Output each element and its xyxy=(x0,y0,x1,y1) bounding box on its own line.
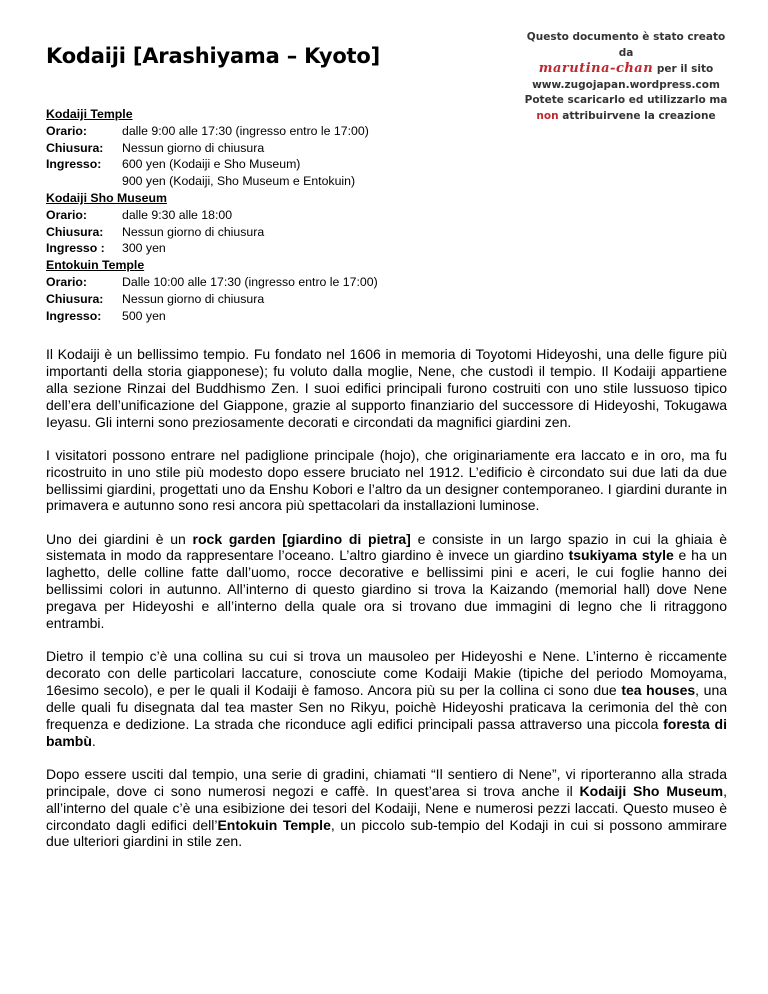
section-heading: Entokuin Temple xyxy=(46,258,145,273)
info-label: Ingresso : xyxy=(46,241,105,256)
paragraph xyxy=(46,346,727,431)
paragraph xyxy=(46,531,727,632)
info-row xyxy=(46,140,378,157)
paragraph xyxy=(46,766,727,851)
info-row xyxy=(46,173,378,190)
text: Dietro il tempio c’è una collina su cui si trova un mausoleo per Hideyoshi e Nene. L’interno è riccamente decorato con delle particolari laccature, conosciute come Kodaiji Makie (tipiche del periodo Momoyama, 16esimo secolo), e per le quali il Kodaiji è famoso. Ancora più su per la collina ci sono due xyxy=(46,648,727,698)
info-label: Orario: xyxy=(46,123,87,138)
bold-text: rock garden [giardino di pietra] xyxy=(192,530,411,547)
info-row xyxy=(46,207,378,224)
paragraph xyxy=(46,447,727,515)
credit-highlight: non xyxy=(536,109,559,122)
brand-logo-text: marutina-chan xyxy=(538,61,654,76)
bold-text: tsukiyama style xyxy=(568,547,674,564)
credit-text: attribuirvene la creazione xyxy=(558,109,716,122)
page-title: Kodaiji [Arashiyama – Kyoto] xyxy=(46,44,381,68)
info-value: Nessun giorno di chiusura xyxy=(122,140,265,155)
credit-line xyxy=(520,61,732,78)
info-value: Dalle 10:00 alle 17:30 (ingresso entro le 17:00) xyxy=(122,274,378,289)
bold-text: Kodaiji Sho Museum xyxy=(579,782,724,799)
credit-line xyxy=(520,109,732,125)
info-label: Chiusura: xyxy=(46,291,104,306)
info-label: Ingresso: xyxy=(46,308,102,323)
text: I visitatori possono entrare nel padiglione principale (hojo), che originariamente era laccato e in oro, ma fu ricostruito in uno stile più modesto dopo essere bruciato nel 1912. L’edificio è circondato sui due lati da due bellissimi giardini, progettati uno da Enshu Kobori e l’altro da un designer contemporaneo. I giardini durante in primavera e autunno sono resi ancora più spettacolari da installazioni luminose. xyxy=(46,446,727,514)
credit-line: Potete scaricarlo ed utilizzarlo ma xyxy=(524,94,728,106)
description-body xyxy=(46,346,727,867)
info-value: dalle 9:00 alle 17:30 (ingresso entro le 17:00) xyxy=(122,123,369,138)
info-value: dalle 9:30 alle 18:00 xyxy=(122,207,233,222)
info-row xyxy=(46,308,378,325)
info-label: Ingresso: xyxy=(46,157,102,172)
info-row xyxy=(46,156,378,173)
info-label xyxy=(46,173,122,190)
info-value: 900 yen (Kodaiji, Sho Museum e Entokuin) xyxy=(122,174,356,189)
credit-text: per il sito xyxy=(653,63,714,75)
text: . xyxy=(91,732,96,749)
credit-site: www.zugojapan.wordpress.com xyxy=(532,78,720,91)
text: Il Kodaiji è un bellissimo tempio. Fu fondato nel 1606 in memoria di Toyotomi Hideyoshi, una delle figure più importanti della storia giapponese); fu voluto dalla moglie, Nene, che custodì il tempio. Il Kodaiji appartiene alla sezione Rinzai del Buddhismo Zen. I suoi edifici principali furono costruiti con uno stile lussuoso tipico dell’era dell’unificazione del Giappone, grazie al supporto finanziario del successore di Hideyoshi, Tokugawa Ieyasu. Gli interni sono preziosamente decorati e circondati da magnifici giardini zen. xyxy=(46,346,727,430)
info-label: Orario: xyxy=(46,274,87,289)
info-row xyxy=(46,274,378,291)
info-value: 500 yen xyxy=(122,308,166,323)
info-label: Chiusura: xyxy=(46,224,104,239)
bold-text: Entokuin Temple xyxy=(217,816,331,833)
info-value: 600 yen (Kodaiji e Sho Museum) xyxy=(122,157,301,172)
info-value: 300 yen xyxy=(122,241,166,256)
info-label: Orario: xyxy=(46,207,87,222)
text: e consiste in un largo spazio in cui la ghiaia è sistemata in modo da rappresentare l’oceano. L’altro giardino è invece un giardino xyxy=(46,530,728,564)
credit-line: Questo documento è stato creato da xyxy=(526,31,726,59)
text: Uno dei giardini è un xyxy=(46,530,193,547)
info-label: Chiusura: xyxy=(46,140,104,155)
text: e ha un laghetto, delle colline fatte dall’uomo, rocce decorative e bellissimi pini e aceri, le cui foglie hanno dei bellissimi colori in autunno. All’interno di questo giardino si trova la Kaizando (memorial hall) dove Nene pregava per Hideyoshi e all’interno della quale ora si trovano due immagini di legno che li ritraggono entrambi. xyxy=(46,547,727,632)
info-row xyxy=(46,240,378,257)
author-credit xyxy=(520,30,732,124)
text: , all’interno del quale c’è una esibizione dei tesori del Kodaiji, Nene e numerosi pezzi laccati. Questo museo è circondato dagli edifici dell’ xyxy=(46,782,727,833)
text: , un piccolo sub-tempio del Kodaji in cui si possono ammirare due ulteriori giardini in stile zen. xyxy=(46,816,727,850)
text: , una delle quali fu disegnata dal tea master Sen no Rikyu, poichè Hideyoshi praticava la cerimonia del thè con frequenza e dedizione. La strada che riconduce agli edifici principali passa attraverso una piccola xyxy=(46,681,728,732)
bold-text: foresta di bambù xyxy=(46,715,727,749)
visit-info xyxy=(46,106,378,324)
info-value: Nessun giorno di chiusura xyxy=(122,291,265,306)
paragraph xyxy=(46,648,727,749)
text: Dopo essere usciti dal tempio, una serie di gradini, chiamati “Il sentiero di Nene”, vi riporteranno alla strada principale, dove ci sono numerosi negozi e caffè. In quest’area si trova anche il xyxy=(46,765,727,799)
info-row xyxy=(46,123,378,140)
info-value: Nessun giorno di chiusura xyxy=(122,224,265,239)
bold-text: tea houses xyxy=(621,681,696,698)
section-heading: Kodaiji Temple xyxy=(46,107,133,121)
info-row xyxy=(46,224,378,241)
info-row xyxy=(46,291,378,308)
section-heading: Kodaiji Sho Museum xyxy=(46,190,167,205)
